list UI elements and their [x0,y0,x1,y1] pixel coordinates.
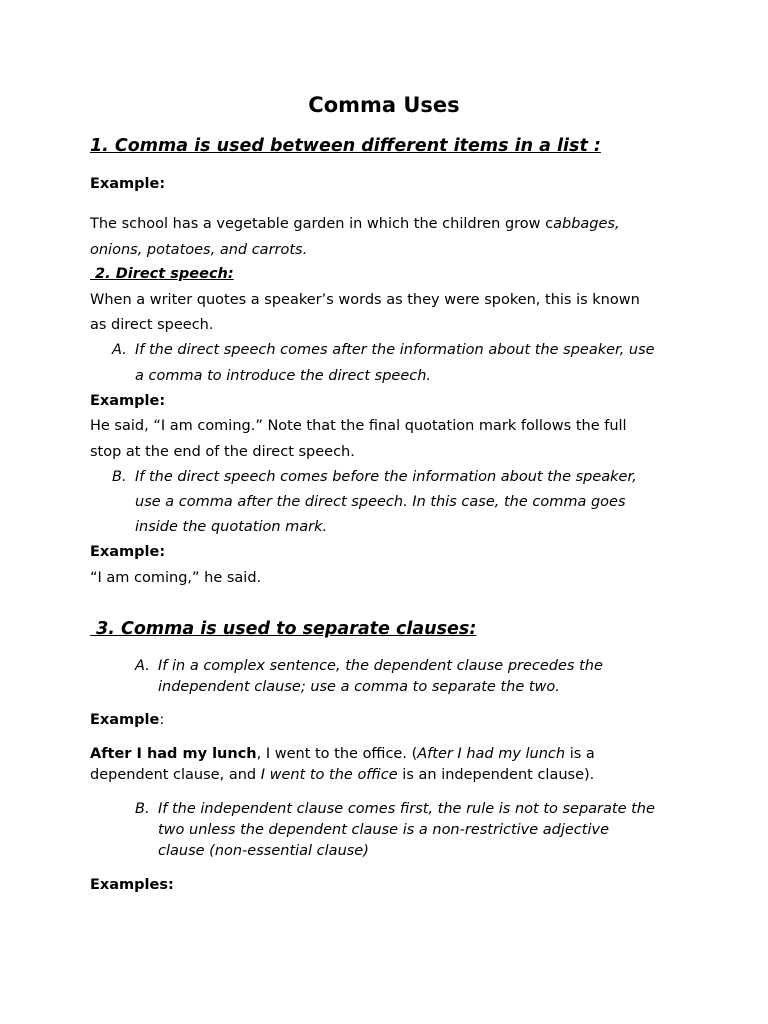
section-1-example-label: Example: [90,176,166,192]
section-2-example-2: “I am coming,” he said. [90,570,262,586]
section-1-example-line-1: The school has a vegetable garden in which the children grow cabbages, [90,216,620,232]
section-3-item-b-marker: B. [135,801,150,817]
section-2-intro-line-2: as direct speech. [90,317,214,333]
section-3-item-a-marker: A. [135,658,150,674]
section-3-item-a-line-2: independent clause; use a comma to separate the two. [158,679,560,695]
section-2-item-b-line-1: If the direct speech comes before the information about the speaker, [135,469,637,485]
section-2-item-a-marker: A. [112,342,127,358]
section-2-item-a-line-1: If the direct speech comes after the information about the speaker, use [135,342,655,358]
page-title: Comma Uses [308,93,460,117]
section-2-example-label-2: Example: [90,544,166,560]
section-2-example-1-line-1: He said, “I am coming.” Note that the final quotation mark follows the full [90,418,627,434]
section-3-heading: 3. Comma is used to separate clauses: [90,619,477,639]
section-3-example-line-1: After I had my lunch, I went to the office. (After I had my lunch is a [90,746,595,762]
section-3-item-a-line-1: If in a complex sentence, the dependent clause precedes the [158,658,603,674]
section-1-example-line-2: onions, potatoes, and carrots. [90,242,308,258]
section-3-item-b-line-3: clause (non-essential clause) [158,843,369,859]
section-3-item-b-line-2: two unless the dependent clause is a non-restrictive adjective [158,822,609,838]
section-2-example-1-line-2: stop at the end of the direct speech. [90,444,355,460]
section-2-item-a-line-2: a comma to introduce the direct speech. [135,368,432,384]
section-2-heading: 2. Direct speech: [90,266,234,282]
section-2-item-b-line-3: inside the quotation mark. [135,519,328,535]
section-2-item-b-line-2: use a comma after the direct speech. In this case, the comma goes [135,494,626,510]
section-2-intro-line-1: When a writer quotes a speaker’s words as they were spoken, this is known [90,292,640,308]
section-2-example-label-1: Example: [90,393,166,409]
section-3-examples-label: Examples: [90,877,174,893]
section-3-item-b-line-1: If the independent clause comes first, the rule is not to separate the [158,801,655,817]
section-2-item-b-marker: B. [112,469,127,485]
section-3-example-line-2: dependent clause, and I went to the office is an independent clause). [90,767,595,783]
section-1-heading: 1. Comma is used between different items in a list : [90,136,601,156]
section-3-example-label: Example: [90,712,165,728]
